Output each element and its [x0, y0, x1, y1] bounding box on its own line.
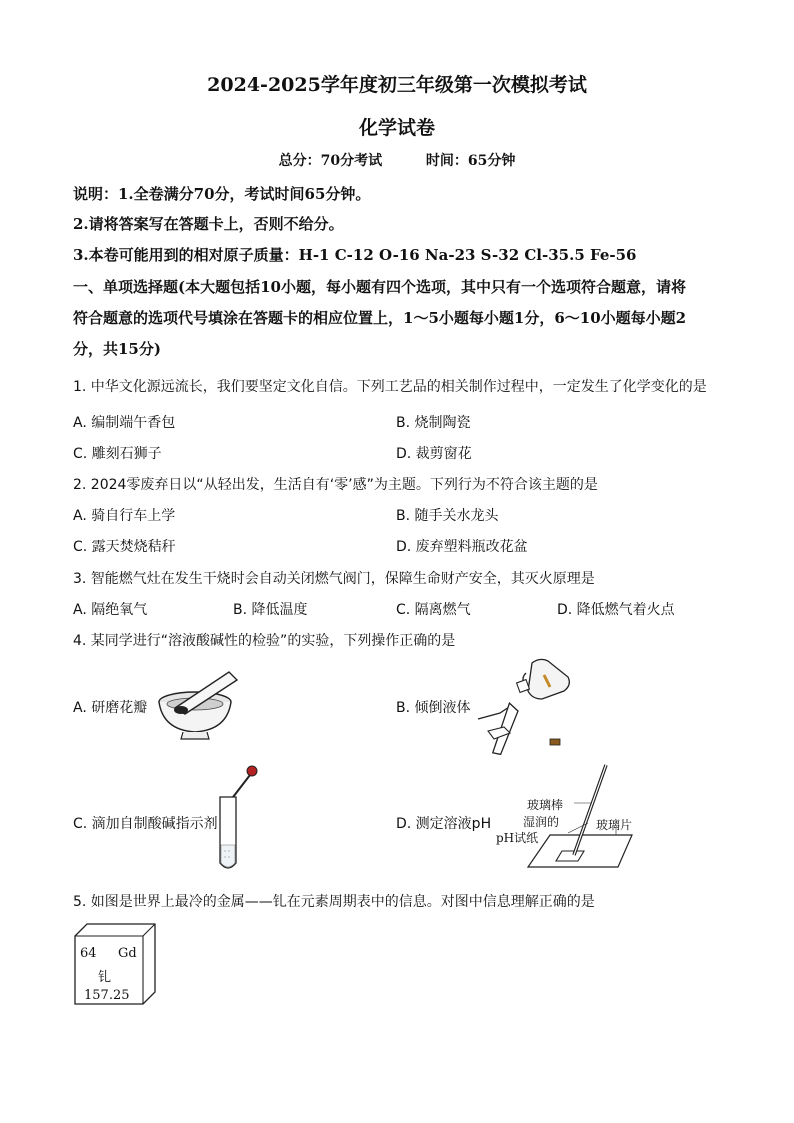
- q4-option-d: D. 测定溶液pH: [396, 816, 492, 832]
- pour-liquid-figure: [470, 655, 575, 755]
- q3-option-a: A. 隔绝氧气: [73, 602, 148, 618]
- wet-paper-label-1: 湿润的: [523, 815, 560, 829]
- question-1-stem: 1. 中华文化源远流长，我们要坚定文化自信。下列工艺品的相关制作过程中，一定发生了化学变化的是: [73, 379, 707, 395]
- section-1-line-3: 分，共15分): [73, 340, 161, 358]
- q3-option-d: D. 降低燃气着火点: [557, 602, 675, 618]
- q2-option-b: B. 随手关水龙头: [396, 508, 499, 524]
- q1-option-a: A. 编制端午香包: [73, 415, 176, 431]
- q1-option-c: C. 雕刻石狮子: [73, 446, 162, 462]
- q2-option-a: A. 骑自行车上学: [73, 508, 176, 524]
- glass-rod-label: 玻璃棒: [527, 798, 564, 812]
- exam-subtitle: 化学试卷: [358, 117, 435, 139]
- question-4-stem: 4. 某同学进行“溶液酸碱性的检验”的实验，下列操作正确的是: [73, 633, 456, 649]
- section-1-line-1: 一、单项选择题(本大题包括10小题，每小题有四个选项，其中只有一个选项符合题意，请将: [73, 278, 686, 296]
- exam-title: 2024-2025学年度初三年级第一次模拟考试: [207, 74, 587, 96]
- exam-time: 时间：65分钟: [425, 153, 516, 169]
- q3-option-c: C. 隔离燃气: [396, 602, 471, 618]
- q3-option-b: B. 降低温度: [233, 602, 308, 618]
- q2-option-c: C. 露天焚烧秸秆: [73, 539, 176, 555]
- note-3: 3.本卷可能用到的相对原子质量：H-1 C-12 O-16 Na-23 S-32 Cl-35.5 Fe-56: [73, 246, 637, 264]
- wet-paper-label-2: pH试纸: [496, 831, 539, 845]
- q2-option-d: D. 废弃塑料瓶改花盆: [396, 539, 528, 555]
- total-score: 总分：70分考试: [278, 153, 383, 169]
- mortar-pestle-figure: [155, 668, 250, 743]
- question-3-stem: 3. 智能燃气灶在发生干烧时会自动关闭燃气阀门，保障生命财产安全，其灭火原理是: [73, 571, 595, 587]
- element-name: 钆: [98, 970, 112, 985]
- question-2-stem: 2. 2024零废弃日以“从轻出发，生活自有‘零’感”为主题。下列行为不符合该主题的是: [73, 477, 598, 493]
- q4-option-b: B. 倾倒液体: [396, 700, 471, 716]
- element-atomic-number: 64: [80, 946, 97, 961]
- element-symbol: Gd: [118, 946, 137, 961]
- q4-option-a: A. 研磨花瓣: [73, 700, 148, 716]
- note-2: 2.请将答案写在答题卡上，否则不给分。: [73, 215, 344, 233]
- note-1: 说明：1.全卷满分70分，考试时间65分钟。: [73, 185, 371, 203]
- exam-info: [0, 150, 794, 170]
- glass-plate-label: 玻璃片: [596, 818, 633, 832]
- element-atomic-mass: 157.25: [84, 988, 130, 1003]
- q1-option-b: B. 烧制陶瓷: [396, 415, 471, 431]
- q1-option-d: D. 裁剪窗花: [396, 446, 472, 462]
- question-5-stem: 5. 如图是世界上最冷的金属——钆在元素周期表中的信息。对图中信息理解正确的是: [73, 894, 595, 910]
- dropper-test-tube-figure: [210, 765, 260, 875]
- q4-option-c: C. 滴加自制酸碱指示剂: [73, 816, 218, 832]
- section-1-line-2: 符合题意的选项代号填涂在答题卡的相应位置上，1～5小题每小题1分，6～10小题每小题2: [73, 309, 687, 327]
